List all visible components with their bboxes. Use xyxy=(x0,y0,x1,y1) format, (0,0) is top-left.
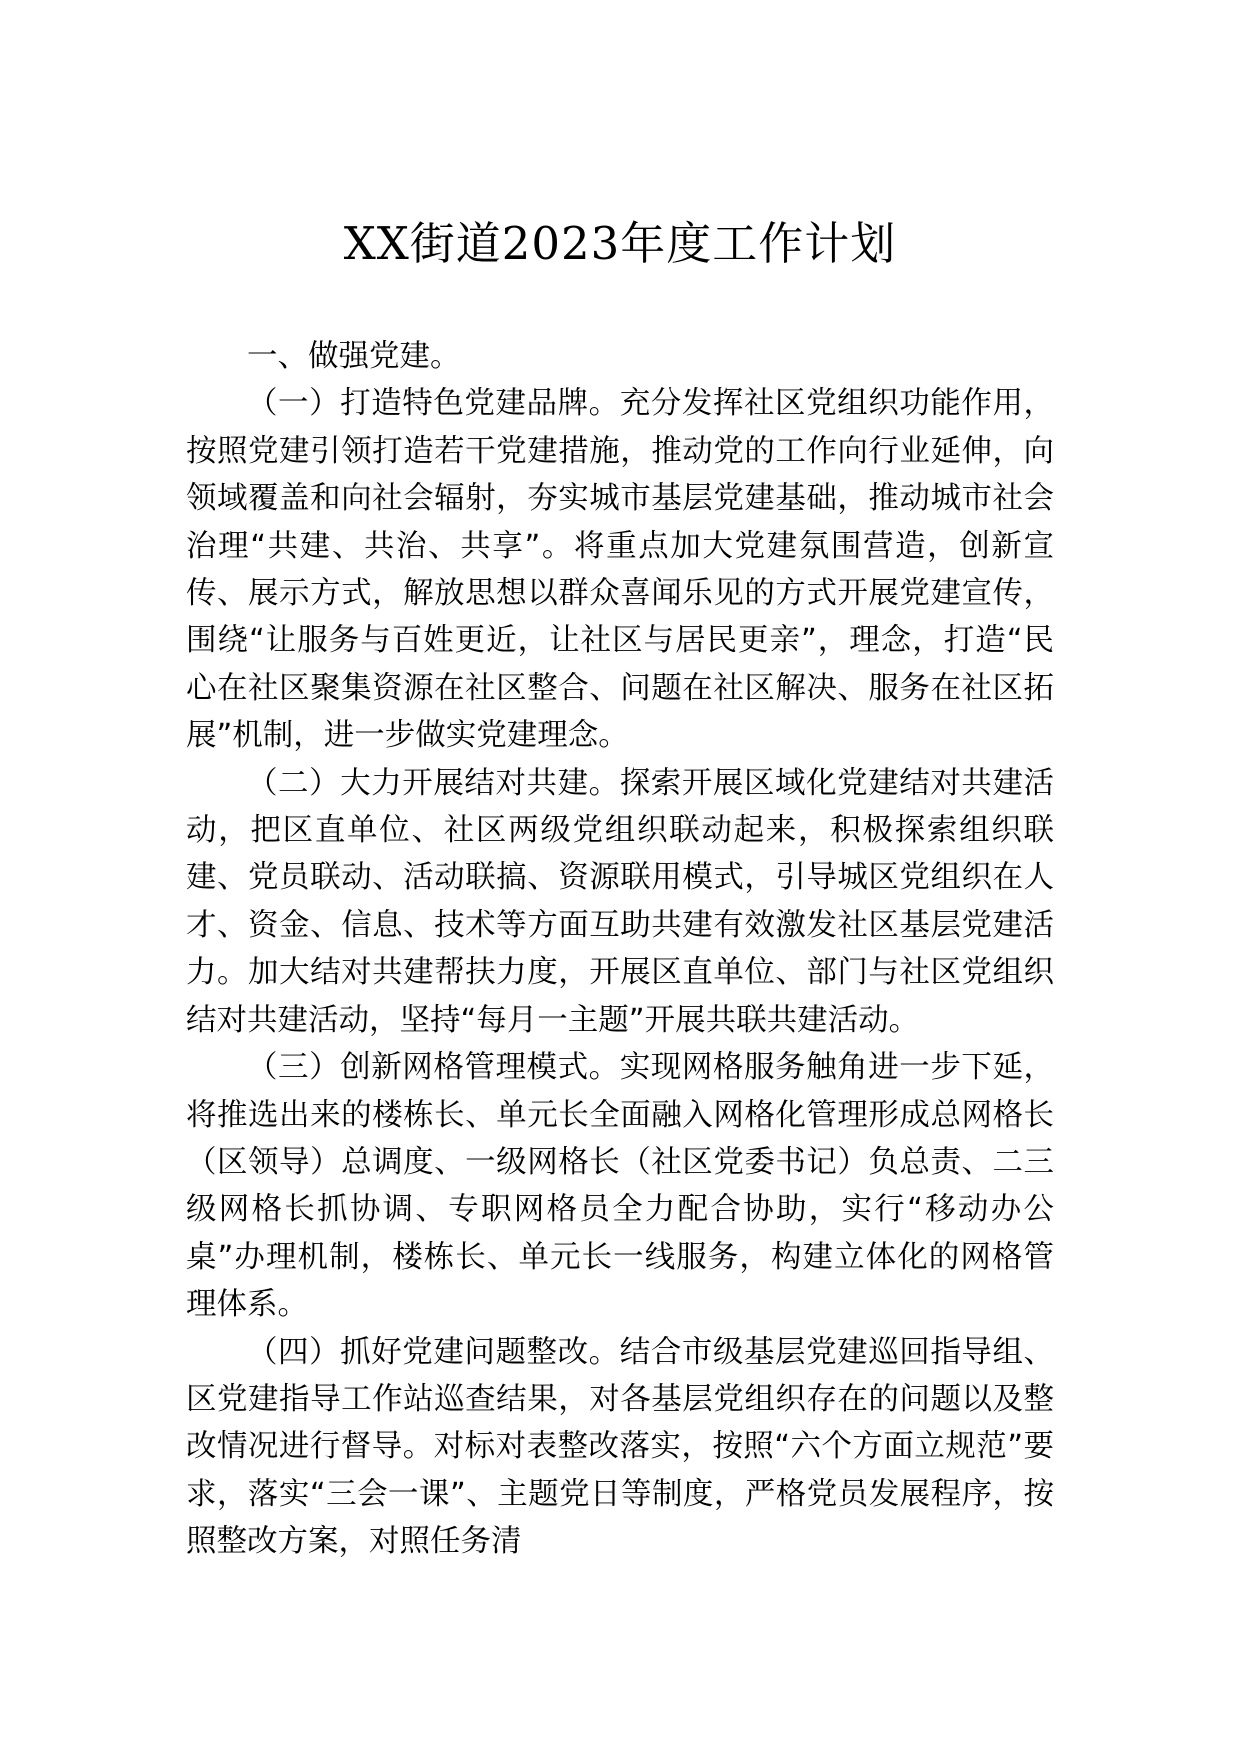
paragraph-2: （二）大力开展结对共建。探索开展区域化党建结对共建活动，把区直单位、社区两级党组织联动起来，积极探索组织联建、党员联动、活动联搞、资源联用模式，引导城区党组织在人才、资金、信息、技术等方面互助共建有效激发社区基层党建活力。加大结对共建帮扶力度，开展区直单位、部门与社区党组织结对共建活动，坚持“每月一主题”开展共联共建活动。 xyxy=(186,765,1054,1038)
document-title: XX街道2023年度工作计划 xyxy=(343,217,897,270)
document-body xyxy=(186,333,1054,1566)
paragraph-4: （四）抓好党建问题整改。结合市级基层党建巡回指导组、区党建指导工作站巡查结果，对各基层党组织存在的问题以及整改情况进行督导。对标对表整改落实，按照“六个方面立规范”要求，落实“三会一课”、主题党日等制度，严格党员发展程序，按照整改方案，对照任务清 xyxy=(186,1334,1054,1560)
paragraph-3: （三）创新网格管理模式。实现网格服务触角进一步下延，将推选出来的楼栋长、单元长全面融入网格化管理形成总网格长（区领导）总调度、一级网格长（社区党委书记）负总责、二三级网格长抓协调、专职网格员全力配合协助，实行“移动办公桌”办理机制，楼栋长、单元长一线服务，构建立体化的网格管理体系。 xyxy=(186,1050,1054,1323)
paragraph-1: （一）打造特色党建品牌。充分发挥社区党组织功能作用，按照党建引领打造若干党建措施，推动党的工作向行业延伸，向领域覆盖和向社会辐射，夯实城市基层党建基础，推动城市社会治理“共建、共治、共享”。将重点加大党建氛围营造，创新宣传、展示方式，解放思想以群众喜闻乐见的方式开展党建宣传，围绕“让服务与百姓更近，让社区与居民更亲”，理念，打造“民心在社区聚集资源在社区整合、问题在社区解决、服务在社区拓展”机制，进一步做实党建理念。 xyxy=(186,386,1054,754)
section-heading-party-building: 一、做强党建。 xyxy=(247,339,461,374)
